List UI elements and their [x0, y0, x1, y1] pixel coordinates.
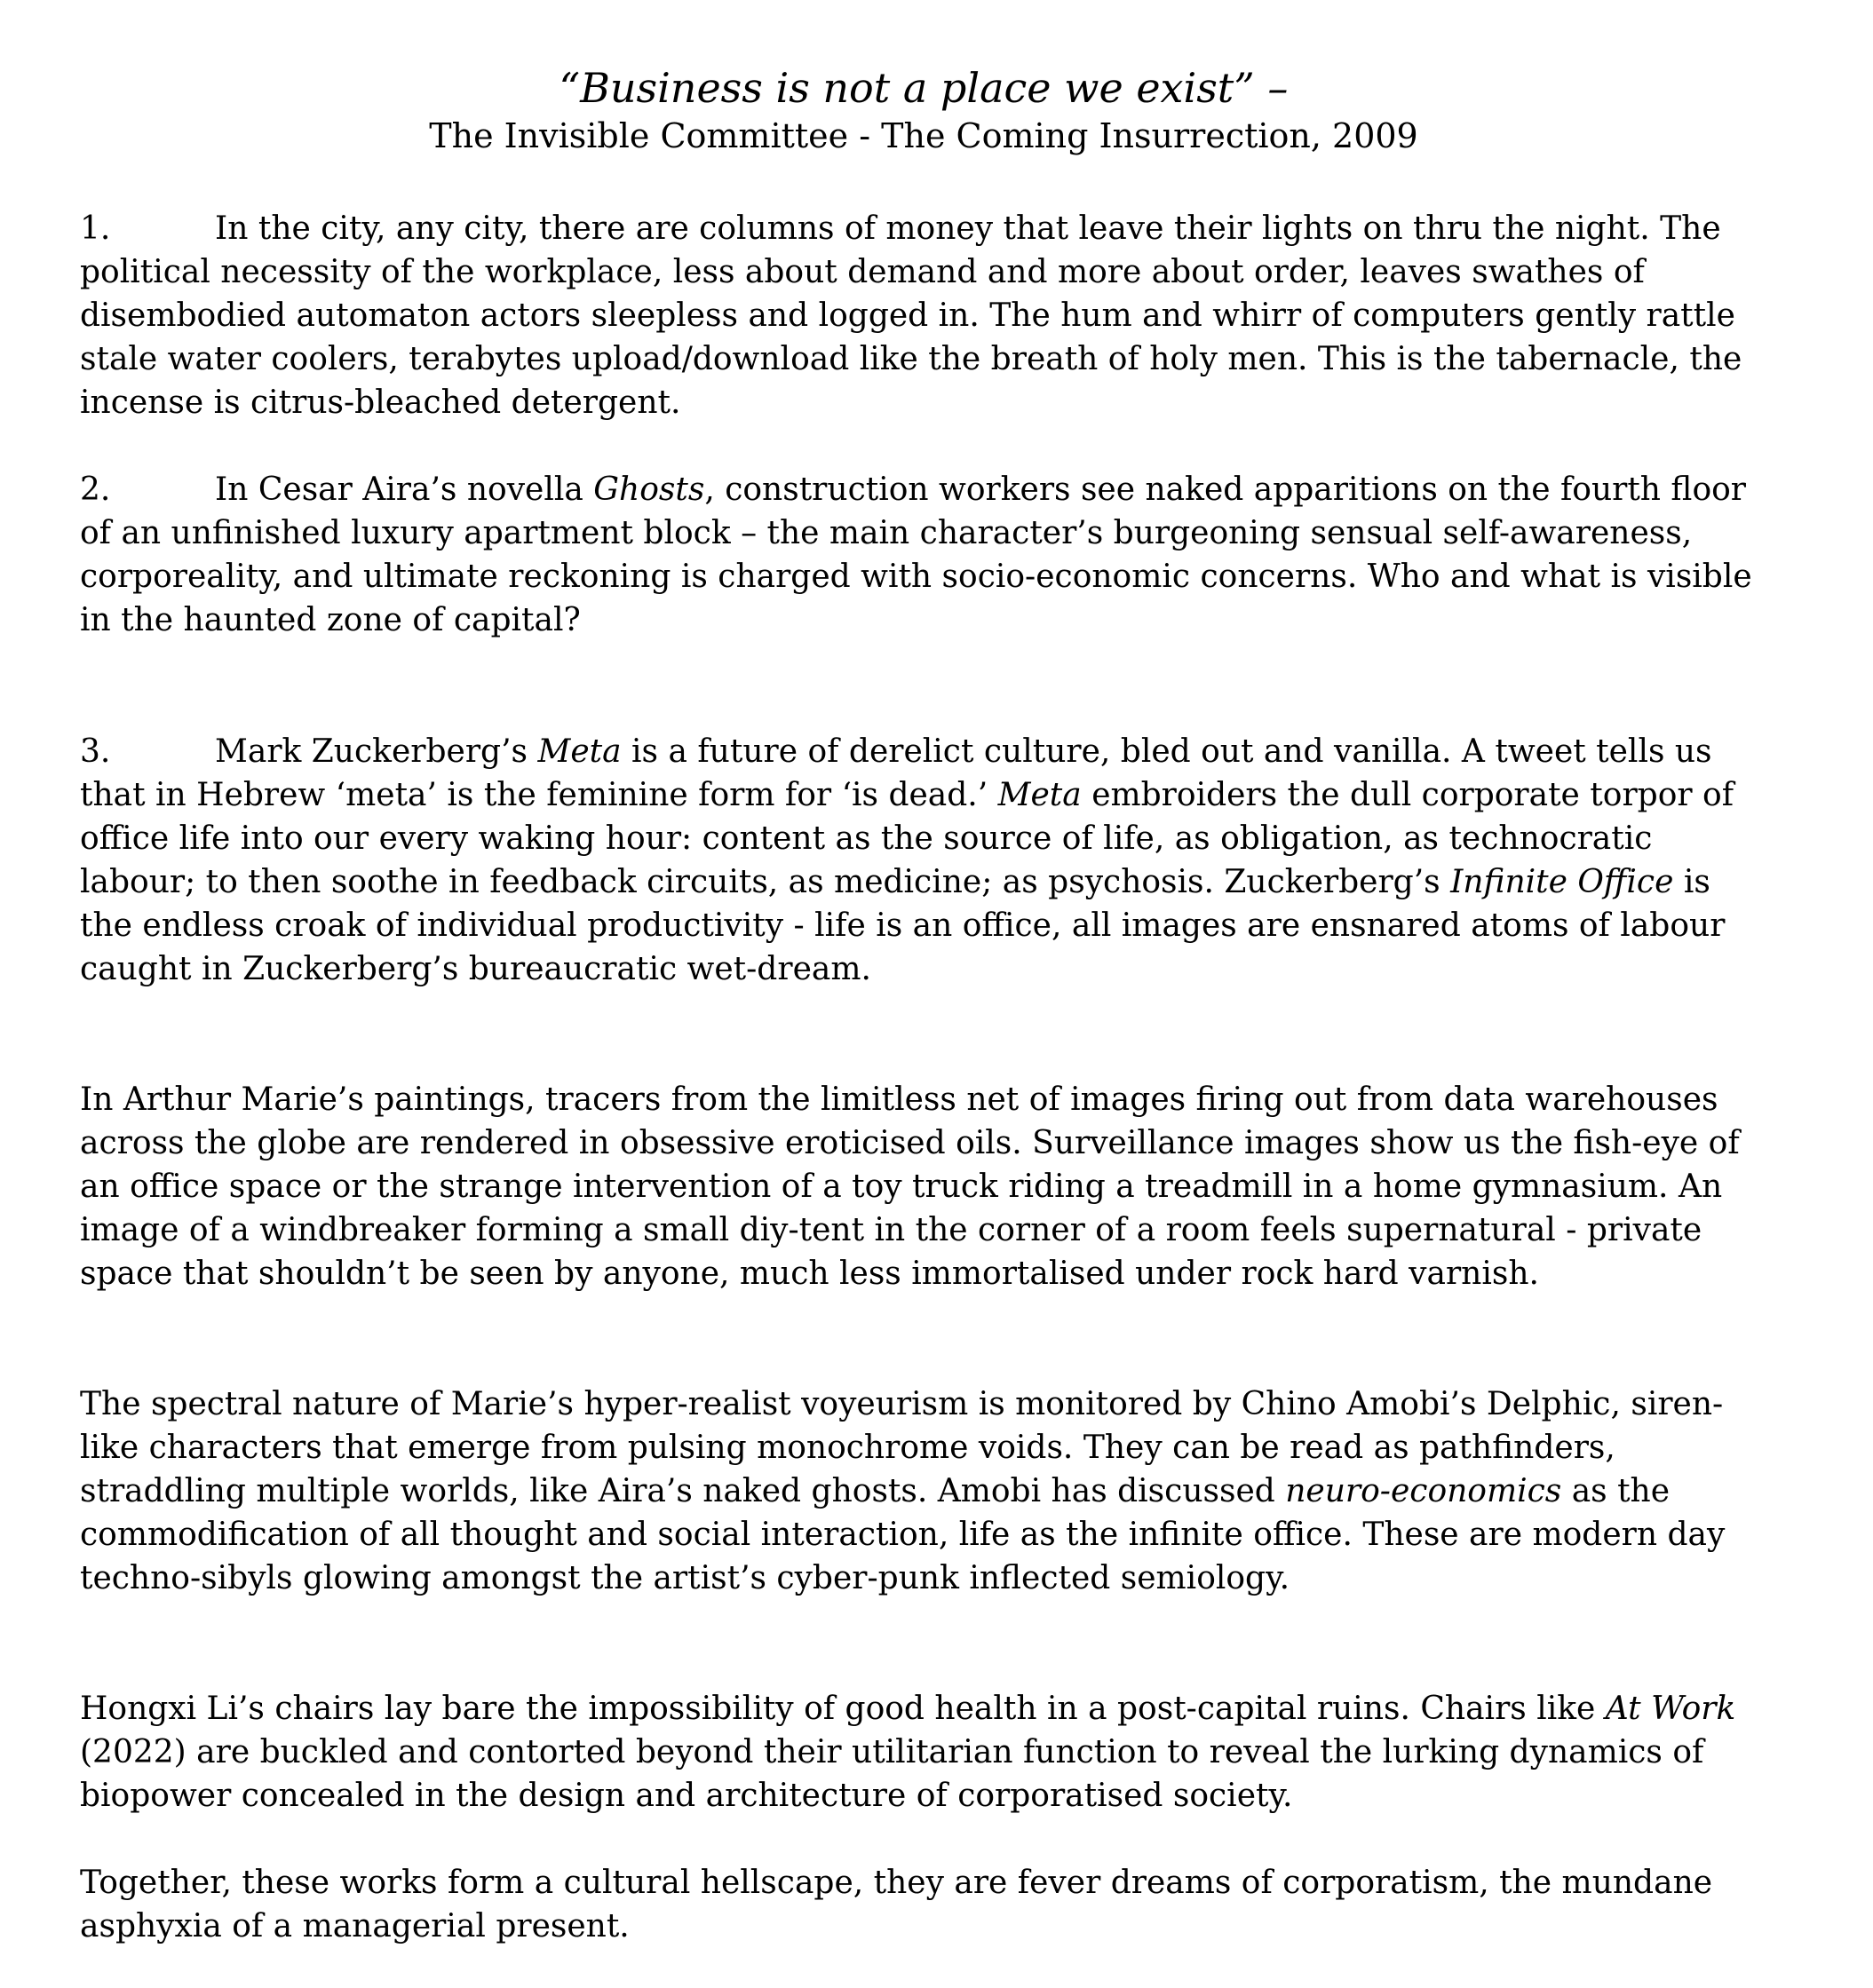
title-block	[0, 62, 1847, 158]
paragraph-text: (2022) are buckled and contorted beyond their utilitarian function to reveal the lurking dynamics of biopower concealed in the design and architecture of corporatised society.	[80, 1734, 1704, 1814]
section-2-paragraph	[80, 468, 1772, 642]
section-number: 3.	[80, 733, 111, 770]
page-title: “Business is not a place we exist” –	[559, 64, 1289, 112]
page-subtitle: The Invisible Committee - The Coming Insurrection, 2009	[429, 116, 1418, 155]
paragraph-text: Hongxi Li’s chairs lay bare the impossibility of good health in a post-capital ruins. Chairs like	[80, 1691, 1606, 1727]
paragraph-text: The spectral nature of Marie’s hyper-realist voyeurism is monitored by Chino Amobi’s Delphic, siren-like characters that emerge from pulsing monochrome voids. They can be read as pathfinders, straddling multiple worlds, like Aira’s naked ghosts. Amobi has discussed	[80, 1386, 1724, 1509]
section-text: is the endless croak of individual productivity - life is an office, all images are ensnared atoms of labour caught in Zuckerberg’s bureaucratic wet-dream.	[80, 864, 1726, 987]
italic-term: Meta	[537, 733, 622, 770]
paragraph-text: as the commodification of all thought and social interaction, life as the infinite office. These are modern day techno-sibyls glowing amongst the artist’s cyber-punk inflected semiology.	[80, 1473, 1726, 1596]
book-title: Ghosts	[593, 471, 705, 508]
artwork-title: At Work	[1605, 1691, 1736, 1727]
section-3-paragraph	[80, 730, 1772, 991]
italic-term: Infinite Office	[1450, 864, 1674, 900]
li-paragraph	[80, 1687, 1772, 1818]
section-text: embroiders the dull corporate torpor of office life into our every waking hour: content as the source of life, as obligation, as technocratic labour; to then soothe in feedback circuits, as medicine; as psychosis. Zuckerberg’s	[80, 777, 1734, 900]
section-text: , construction workers see naked apparitions on the fourth floor of an unfinished luxury apartment block – the main character’s burgeoning sensual self-awareness, corporeality, and ultimate reckoning is charged with socio-economic concerns. Who and what is visible in the haunted zone of capital?	[80, 471, 1752, 638]
italic-term: Meta	[997, 777, 1082, 813]
section-number: 2.	[80, 471, 111, 508]
together-paragraph: Together, these works form a cultural hellscape, they are fever dreams of corporatism, the mundane asphyxia of a managerial present.	[80, 1865, 1713, 1944]
section-1-paragraph	[80, 207, 1772, 424]
section-text: In the city, any city, there are columns of money that leave their lights on thru the night. The political necessity of the workplace, less about demand and more about order, leaves swathes of disembodied automaton actors sleepless and logged in. The hum and whirr of computers gently rattle stale water coolers, terabytes upload/download like the breath of holy men. This is the tabernacle, the incense is citrus-bleached detergent.	[80, 210, 1742, 421]
section-text: Mark Zuckerberg’s	[215, 733, 538, 770]
marie-paragraph: In Arthur Marie’s paintings, tracers from the limitless net of images firing out from data warehouses across the globe are rendered in obsessive eroticised oils. Surveillance images show us the fish-eye of an office space or the strange intervention of a toy truck riding a treadmill in a home gymnasium. An image of a windbreaker forming a small diy-tent in the corner of a room feels supernatural - private space that shouldn’t be seen by anyone, much less immortalised under rock hard varnish.	[80, 1081, 1740, 1292]
amobi-paragraph	[80, 1382, 1772, 1600]
section-text: In Cesar Aira’s novella	[215, 471, 594, 508]
italic-term: neuro-economics	[1285, 1473, 1562, 1509]
section-text: is a future of derelict culture, bled out and vanilla. A tweet tells us that in Hebrew ‘meta’ is the feminine form for ‘is dead.’	[80, 733, 1712, 813]
section-number: 1.	[80, 210, 111, 247]
